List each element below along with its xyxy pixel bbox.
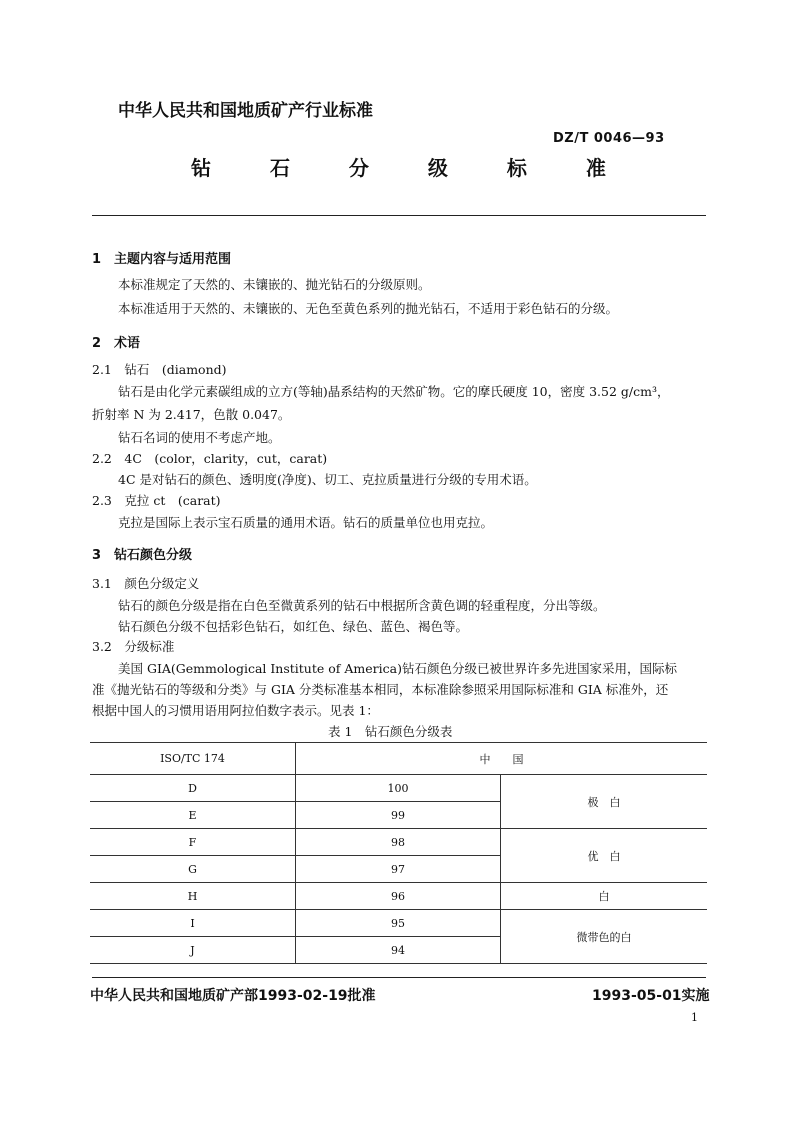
section-3-1-heading: 3.1 颜色分级定义	[92, 576, 200, 591]
iso-grade-cell: E	[90, 802, 296, 829]
section-2-3-heading: 2.3 克拉 ct (carat)	[92, 493, 221, 508]
iso-grade-cell: J	[90, 937, 296, 964]
implementation-date: 1993-05-01实施	[592, 988, 710, 1004]
iso-grade-cell: G	[90, 856, 296, 883]
color-grade-table	[90, 742, 707, 964]
table-row	[90, 829, 707, 856]
page-number: 1	[691, 1011, 698, 1024]
iso-grade-cell: D	[90, 775, 296, 802]
table-row	[90, 883, 707, 910]
grade-group-cell: 极 白	[501, 775, 708, 829]
numeric-grade-cell: 94	[296, 937, 501, 964]
iso-grade-cell: I	[90, 910, 296, 937]
numeric-grade-cell: 95	[296, 910, 501, 937]
table-row	[90, 910, 707, 937]
table-header-iso: ISO/TC 174	[90, 743, 296, 775]
iso-grade-cell: F	[90, 829, 296, 856]
section-2-1-heading: 2.1 钻石 (diamond)	[92, 362, 227, 377]
standard-number: DZ/T 0046—93	[553, 131, 665, 146]
numeric-grade-cell: 100	[296, 775, 501, 802]
table-caption: 表 1 钻石颜色分级表	[328, 724, 453, 739]
section-2-1-paragraph-1b: 折射率 N 为 2.417，色散 0.047。	[92, 407, 291, 422]
table-header-china: 中 国	[296, 743, 708, 775]
grade-group-cell: 微带色的白	[501, 910, 708, 964]
section-1-heading: 1 主题内容与适用范围	[92, 252, 232, 267]
document-title: 钻 石 分 级 标 准	[191, 156, 632, 180]
section-3-2-heading: 3.2 分级标准	[92, 639, 175, 654]
numeric-grade-cell: 97	[296, 856, 501, 883]
section-3-1-paragraph-1: 钻石的颜色分级是指在白色至微黄系列的钻石中根据所含黄色调的轻重程度，分出等级。	[118, 598, 606, 613]
numeric-grade-cell: 96	[296, 883, 501, 910]
section-3-heading: 3 钻石颜色分级	[92, 548, 193, 563]
title-divider	[92, 215, 706, 216]
section-2-1-paragraph-2: 钻石名词的使用不考虑产地。	[118, 430, 281, 445]
iso-grade-cell: H	[90, 883, 296, 910]
section-3-2-paragraph-1c: 根据中国人的习惯用语用阿拉伯数字表示。见表 1：	[92, 703, 379, 718]
section-2-2-heading: 2.2 4C (color，clarity，cut，carat)	[92, 451, 328, 466]
section-3-2-paragraph-1b: 准《抛光钻石的等级和分类》与 GIA 分类标准基本相同，本标准除参照采用国际标准和 GIA 标准外，还	[92, 682, 669, 697]
section-2-heading: 2 术语	[92, 336, 141, 351]
section-1-paragraph-2: 本标准适用于天然的、未镶嵌的、无色至黄色系列的抛光钻石，不适用于彩色钻石的分级。	[118, 301, 619, 316]
section-2-1-paragraph-1a: 钻石是由化学元素碳组成的立方(等轴)晶系结构的天然矿物。它的摩氏硬度 10，密度 3.52 g/cm³，	[118, 384, 670, 399]
numeric-grade-cell: 98	[296, 829, 501, 856]
approval-line: 中华人民共和国地质矿产部1993-02-19批准	[90, 988, 376, 1004]
table-row	[90, 775, 707, 802]
grade-group-cell: 优 白	[501, 829, 708, 883]
numeric-grade-cell: 99	[296, 802, 501, 829]
section-3-1-paragraph-2: 钻石颜色分级不包括彩色钻石，如红色、绿色、蓝色、褐色等。	[118, 619, 469, 634]
issuing-organization: 中华人民共和国地质矿产行业标准	[118, 101, 373, 121]
footer-divider	[92, 977, 706, 978]
section-2-3-paragraph-1: 克拉是国际上表示宝石质量的通用术语。钻石的质量单位也用克拉。	[118, 515, 494, 530]
table-header-row	[90, 743, 707, 775]
section-1-paragraph-1: 本标准规定了天然的、未镶嵌的、抛光钻石的分级原则。	[118, 277, 431, 292]
section-3-2-paragraph-1a: 美国 GIA(Gemmological Institute of America)钻石颜色分级已被世界许多先进国家采用，国际标	[118, 661, 677, 676]
grade-group-cell: 白	[501, 883, 708, 910]
section-2-2-paragraph-1: 4C 是对钻石的颜色、透明度(净度)、切工、克拉质量进行分级的专用术语。	[118, 472, 537, 487]
